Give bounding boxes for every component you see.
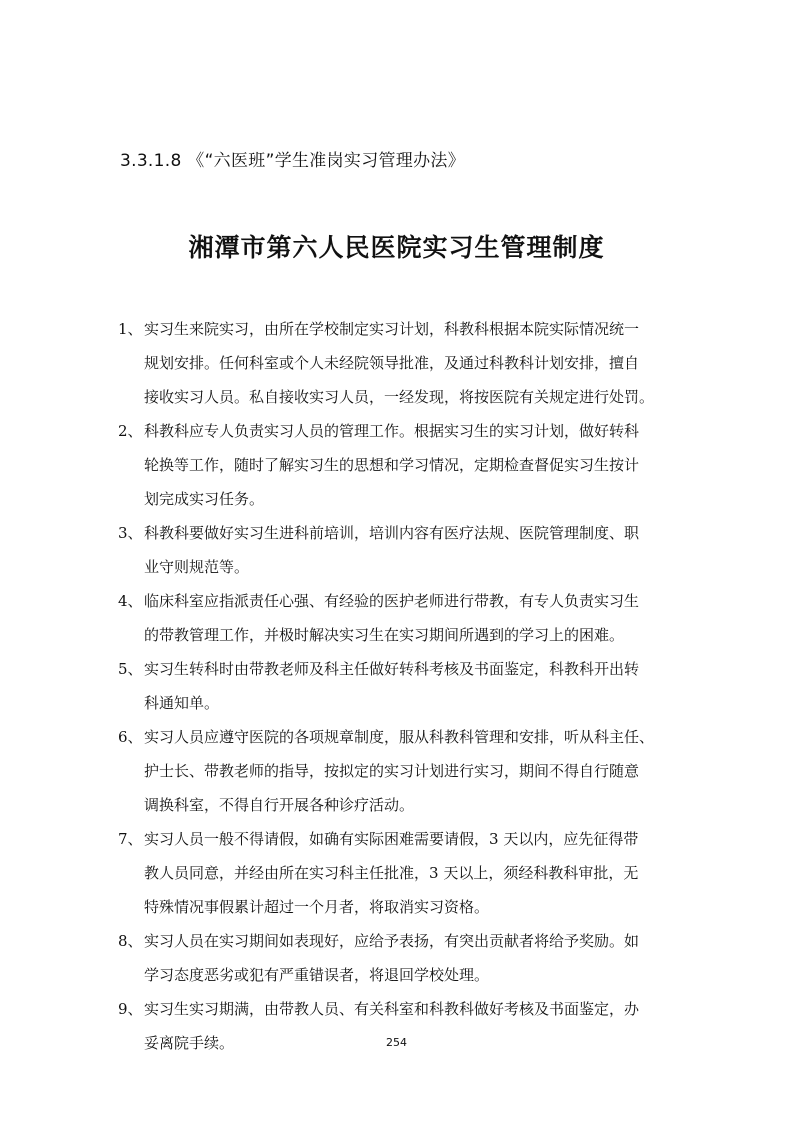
rule-line: 9、实习生实习期满，由带教人员、有关科室和科教科做好考核及书面鉴定，办 bbox=[118, 992, 678, 1026]
rule-line: 特殊情况事假累计超过一个月者，将取消实习资格。 bbox=[144, 898, 490, 916]
rule-number: 7、 bbox=[118, 830, 143, 848]
rule-item bbox=[118, 924, 678, 992]
rule-line: 妥离院手续。 bbox=[144, 1034, 235, 1052]
rule-line: 8、实习人员在实习期间如表现好，应给予表扬，有突出贡献者将给予奖励。如 bbox=[118, 924, 678, 958]
rules-list bbox=[118, 312, 678, 1060]
rule-line: 的带教管理工作，并极时解决实习生在实习期间所遇到的学习上的困难。 bbox=[144, 626, 625, 644]
rule-line: 教人员同意，并经由所在实习科主任批准，3 天以上，须经科教科审批，无 bbox=[144, 864, 639, 882]
rule-item bbox=[118, 822, 678, 924]
rule-line: 1、实习生来院实习，由所在学校制定实习计划，科教科根据本院实际情况统一 bbox=[118, 312, 678, 346]
rule-item bbox=[118, 516, 678, 584]
rule-item bbox=[118, 992, 678, 1060]
rule-line: 2、科教科应专人负责实习人员的管理工作。根据实习生的实习计划，做好转科 bbox=[118, 414, 678, 448]
document-title: 湘潭市第六人民医院实习生管理制度 bbox=[188, 233, 605, 262]
rule-number: 5、 bbox=[118, 660, 143, 678]
rule-number: 3、 bbox=[118, 524, 143, 542]
rule-number: 9、 bbox=[118, 1000, 143, 1018]
rule-item bbox=[118, 312, 678, 414]
rule-item bbox=[118, 720, 678, 822]
page-number: 254 bbox=[386, 1036, 407, 1049]
rule-line: 划完成实习任务。 bbox=[144, 490, 265, 508]
rule-line: 轮换等工作，随时了解实习生的思想和学习情况，定期检查督促实习生按计 bbox=[144, 456, 640, 474]
section-heading: 3.3.1.8 《“六医班”学生准岗实习管理办法》 bbox=[120, 151, 465, 171]
rule-number: 1、 bbox=[118, 320, 143, 338]
rule-number: 4、 bbox=[118, 592, 143, 610]
rule-item bbox=[118, 652, 678, 720]
rule-item bbox=[118, 584, 678, 652]
rule-line: 接收实习人员。私自接收实习人员，一经发现，将按医院有关规定进行处罚。 bbox=[144, 388, 655, 406]
rule-line: 学习态度恶劣或犯有严重错误者，将退回学校处理。 bbox=[144, 966, 490, 984]
rule-line: 业守则规范等。 bbox=[144, 558, 250, 576]
rule-line: 7、实习人员一般不得请假，如确有实际困难需要请假，3 天以内，应先征得带 bbox=[118, 822, 678, 856]
rule-item bbox=[118, 414, 678, 516]
rule-number: 6、 bbox=[118, 728, 143, 746]
rule-line: 规划安排。任何科室或个人未经院领导批准，及通过科教科计划安排，擅自 bbox=[144, 354, 640, 372]
rule-line: 科通知单。 bbox=[144, 694, 220, 712]
rule-line: 5、实习生转科时由带教老师及科主任做好转科考核及书面鉴定，科教科开出转 bbox=[118, 652, 678, 686]
rule-line: 调换科室，不得自行开展各种诊疗活动。 bbox=[144, 796, 415, 814]
rule-line: 4、临床科室应指派责任心强、有经验的医护老师进行带教，有专人负责实习生 bbox=[118, 584, 678, 618]
rule-line: 6、实习人员应遵守医院的各项规章制度，服从科教科管理和安排，听从科主任、 bbox=[118, 720, 678, 754]
rule-line: 护士长、带教老师的指导，按拟定的实习计划进行实习，期间不得自行随意 bbox=[144, 762, 640, 780]
rule-number: 8、 bbox=[118, 932, 143, 950]
rule-line: 3、科教科要做好实习生进科前培训，培训内容有医疗法规、医院管理制度、职 bbox=[118, 516, 678, 550]
rule-number: 2、 bbox=[118, 422, 143, 440]
